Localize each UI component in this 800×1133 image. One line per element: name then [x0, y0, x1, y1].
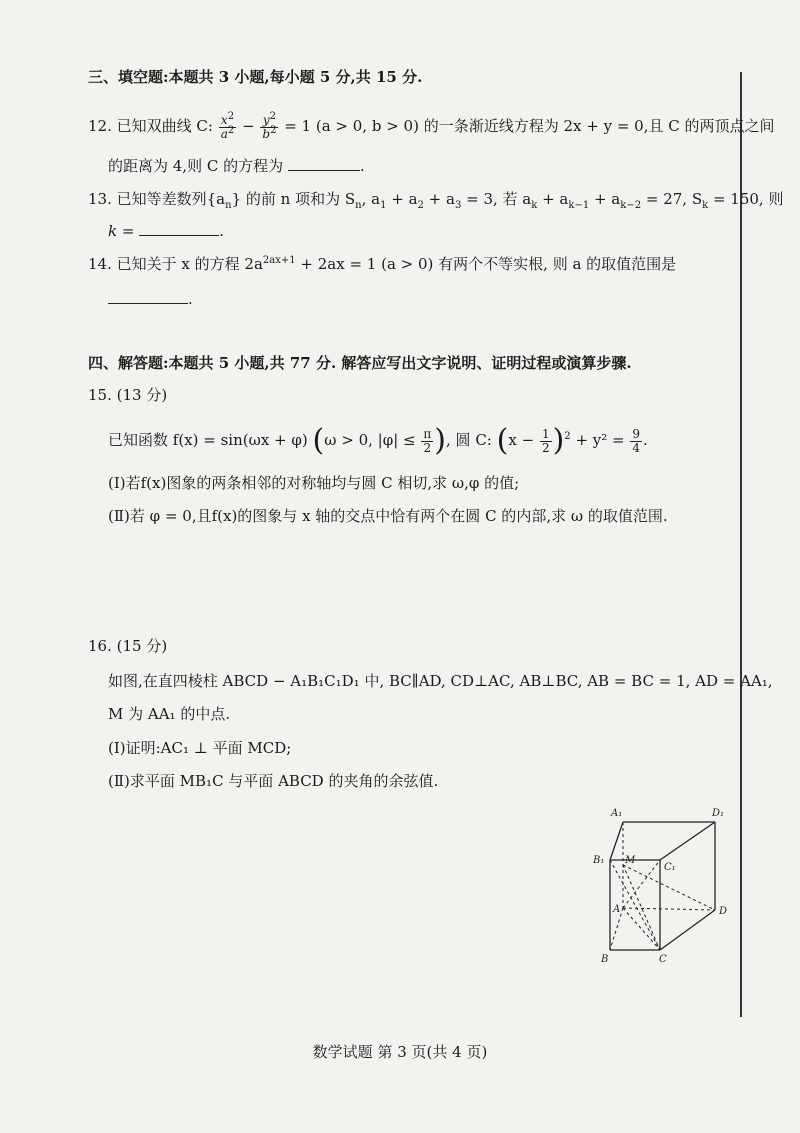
- label-a1: A₁: [611, 808, 623, 819]
- label-b1: B₁: [593, 855, 605, 866]
- question-14-number: 14.: [88, 255, 112, 273]
- fraction-pi-2: $\frac{\pi}{2}$: [423, 426, 432, 455]
- question-14-text-a: 已知关于 x 的方程 2a: [116, 255, 263, 273]
- question-14-line2: .: [108, 288, 193, 310]
- label-d1: D₁: [712, 808, 725, 819]
- answer-blank-14[interactable]: [108, 289, 188, 304]
- question-12-equation: = 1 (a > 0, b > 0) 的一条渐近线方程为 2x + y = 0,且 C 的两顶点之间: [284, 117, 775, 135]
- question-16-number: 16. (15 分): [88, 637, 168, 655]
- fraction-x2-a2: $\frac{x^2}{a^2}$: [220, 110, 235, 141]
- edge-c-d: [660, 910, 715, 950]
- question-15-circle-eq: + y² =: [575, 431, 625, 449]
- answer-blank-13[interactable]: [139, 221, 219, 236]
- question-15-part2: (Ⅱ)若 φ = 0,且f(x)的图象与 x 轴的交点中恰有两个在圆 C 的内部,求 ω 的取值范围.: [108, 507, 668, 525]
- section3-header: 三、填空题:本题共 3 小题,每小题 5 分,共 15 分.: [88, 68, 423, 86]
- question-13-text-f: = 150, 则: [712, 190, 784, 208]
- question-13-text-c: , a: [361, 190, 381, 208]
- label-b: B: [601, 954, 609, 965]
- question-13-text-a: 已知等差数列{a: [116, 190, 226, 208]
- question-12: 12. 已知双曲线 C: $\frac{x^2}{a^2}$ − $\frac{y^2}{b^2}$ = 1 (a > 0, b > 0) 的一条渐近线方程为 2x + y = 0,且 C 的两顶点之间: [88, 110, 775, 141]
- question-16-line1: 如图,在直四棱柱 ABCD − A₁B₁C₁D₁ 中, BC∥AD, CD⊥AC, AB⊥BC, AB = BC = 1, AD = AA₁,: [108, 672, 773, 690]
- question-13-text-b: } 的前 n 项和为 S: [231, 190, 356, 208]
- label-c1: C₁: [664, 862, 676, 873]
- edge-c1-d1: [660, 822, 715, 860]
- question-13-text-e: = 27, S: [645, 190, 703, 208]
- question-15-intro: 已知函数 f(x) = sin(ωx + φ) (ω > 0, |φ| ≤ $\frac{\pi}{2}$ ), 圆 C: (x − $\frac{1}{2}$ )$^2$ + y² = $\frac{9}{4}$ .: [108, 423, 648, 458]
- question-16-part2: (Ⅱ)求平面 MB₁C 与平面 ABCD 的夹角的余弦值.: [108, 772, 439, 790]
- label-d: D: [719, 906, 728, 917]
- question-15-function: 已知函数 f(x) = sin(ωx + φ): [108, 431, 308, 449]
- fraction-9-4: $\frac{9}{4}$: [632, 426, 641, 455]
- page-footer: 数学试题 第 3 页(共 4 页): [312, 1043, 488, 1061]
- question-13-number: 13.: [88, 190, 112, 208]
- question-15-x-minus: x −: [508, 431, 535, 449]
- fraction-y2-b2: $\frac{y^2}{b^2}$: [262, 110, 277, 141]
- question-13-text-d: = 3, 若 a: [466, 190, 532, 208]
- edge-a-c-hidden: [623, 908, 660, 950]
- section4-header: 四、解答题:本题共 5 小题,共 77 分. 解答应写出文字说明、证明过程或演算步骤.: [88, 354, 632, 372]
- question-16-line2: M 为 AA₁ 的中点.: [108, 705, 231, 723]
- segment-a-c1-hidden: [623, 860, 660, 908]
- question-15-circle-label: , 圆 C:: [446, 431, 492, 449]
- question-13-line2: k = .: [108, 222, 224, 240]
- question-12-prefix: 已知双曲线 C:: [116, 117, 213, 135]
- label-c: C: [659, 954, 667, 965]
- label-m: M: [625, 855, 636, 866]
- question-15-part1: (Ⅰ)若f(x)图象的两条相邻的对称轴均与圆 C 相切,求 ω,φ 的值;: [108, 474, 520, 492]
- question-12-line2: 的距离为 4,则 C 的方程为 .: [108, 157, 365, 175]
- question-14: [88, 253, 676, 275]
- answer-blank-12[interactable]: [288, 156, 360, 171]
- question-13-line2-text: k =: [108, 222, 135, 240]
- question-15-number: 15. (13 分): [88, 386, 168, 404]
- label-a: A: [613, 904, 621, 915]
- question-15-condition: ω > 0, |φ| ≤: [324, 431, 416, 449]
- question-14-exponent: 2ax+1: [262, 255, 296, 266]
- question-14-text-b: + 2ax = 1 (a > 0) 有两个不等实根, 则 a 的取值范围是: [300, 255, 677, 273]
- edge-a1-b1: [610, 822, 623, 860]
- question-12-line2-text: 的距离为 4,则 C 的方程为: [108, 157, 284, 175]
- binding-margin-line: [740, 72, 742, 1017]
- fraction-1-2: $\frac{1}{2}$: [541, 426, 550, 455]
- segment-m-c-hidden: [623, 865, 660, 950]
- question-13: 13. 已知等差数列$\{a_n\}$ 的前 n 项和为 $S_n$, $a_1 + a_2 + a_3 = 3$, 若 $a_k + a_{k-1} + a_{k-2} = 27$, $S_k = 150$, 则: [88, 190, 784, 211]
- question-16-part1: (Ⅰ)证明:AC₁ ⊥ 平面 MCD;: [108, 739, 292, 757]
- prism-figure: [585, 800, 735, 970]
- question-12-number: 12.: [88, 117, 112, 135]
